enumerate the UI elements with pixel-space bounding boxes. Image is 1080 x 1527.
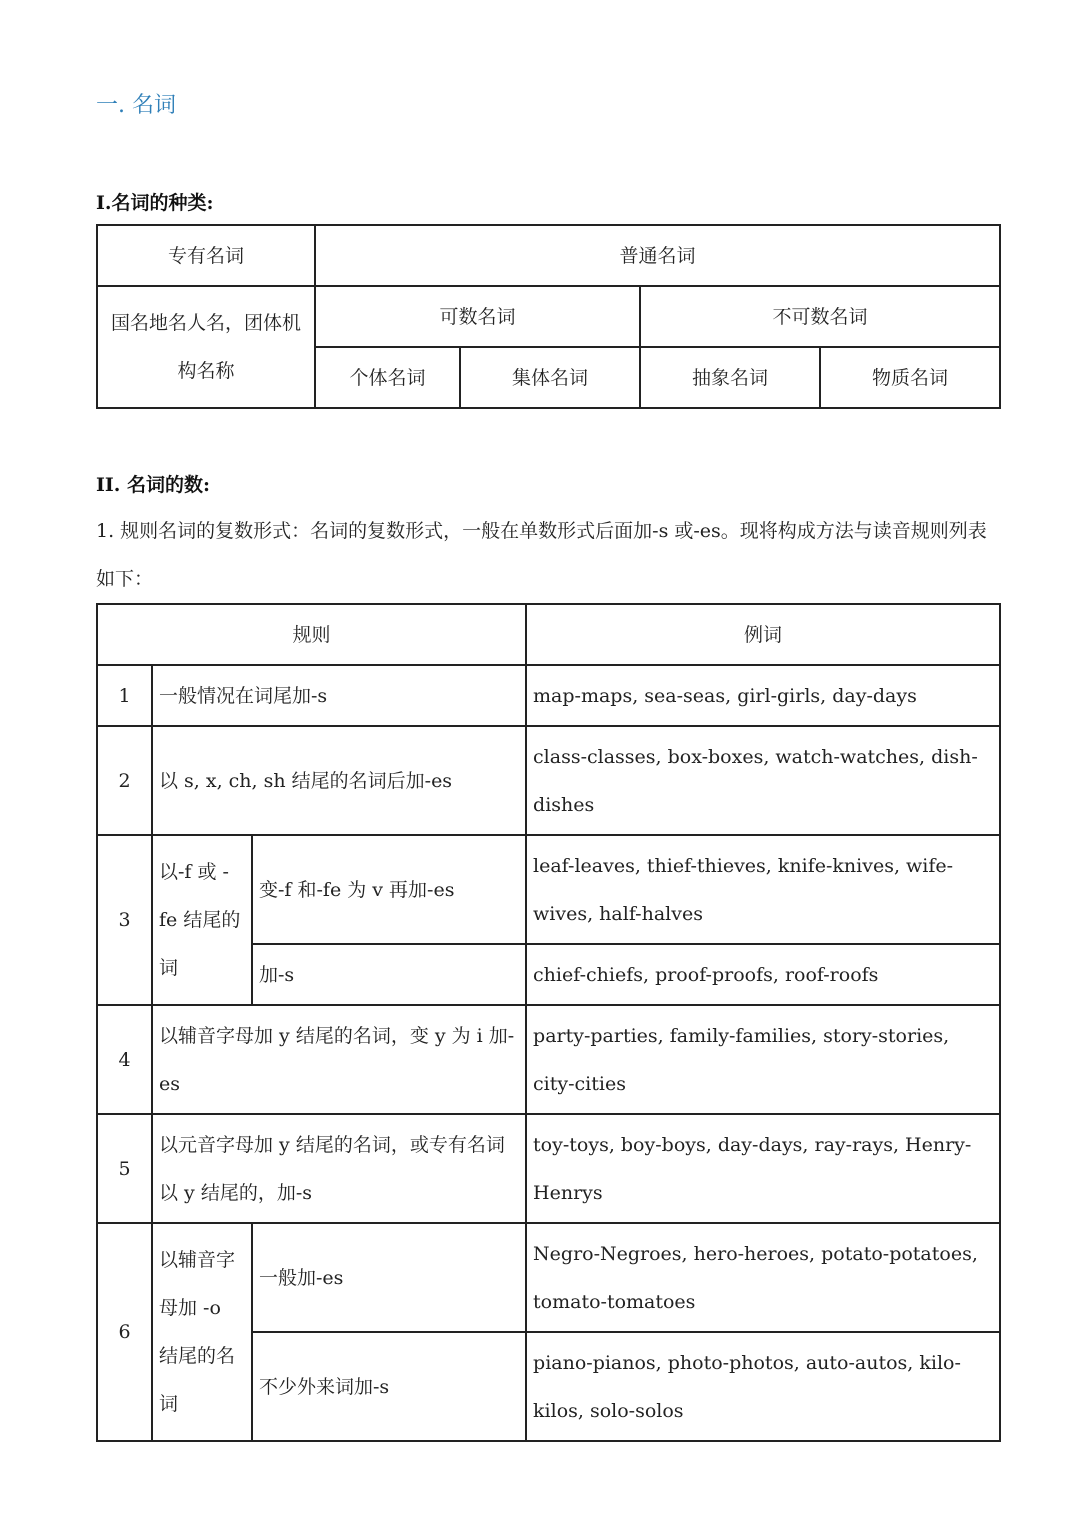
abstract-noun: 抽象名词 [640,347,820,408]
table-row [97,726,1000,835]
collective-noun: 集体名词 [460,347,640,408]
examples-header: 例词 [526,604,1000,665]
row-number: 4 [97,1005,152,1114]
plural-intro: 1. 规则名词的复数形式：名词的复数形式，一般在单数形式后面加-s 或-es。现将构成方法与读音规则列表如下： [96,520,987,590]
row-number: 6 [97,1223,152,1441]
row-number: 5 [97,1114,152,1223]
rule-text: 变-f 和-fe 为 v 再加-es [252,835,526,944]
plural-rules-table [96,603,1001,1442]
rule-text: 以辅音字母加 y 结尾的名词，变 y 为 i 加-es [152,1005,526,1114]
uncountable-noun-header: 不可数名词 [640,286,1000,347]
table-row [97,1114,1000,1223]
rule-text: 以元音字母加 y 结尾的名词，或专有名词以 y 结尾的，加-s [152,1114,526,1223]
countable-noun-header: 可数名词 [315,286,640,347]
row-number: 2 [97,726,152,835]
example-text: toy-toys, boy-boys, day-days, ray-rays, Henry-Henrys [526,1114,1000,1223]
example-text: class-classes, box-boxes, watch-watches, dish-dishes [526,726,1000,835]
example-text: leaf-leaves, thief-thieves, knife-knives, wife-wives, half-halves [526,835,1000,944]
table-row [97,1005,1000,1114]
noun-kinds-table [96,224,1001,409]
rule-category: 以-f 或 -fe 结尾的词 [152,835,252,1005]
individual-noun: 个体名词 [315,347,460,408]
example-text: chief-chiefs, proof-proofs, roof-roofs [526,944,1000,1005]
row-number: 3 [97,835,152,1005]
table-row [97,1223,1000,1332]
rule-category: 以辅音字母加 -o 结尾的名词 [152,1223,252,1441]
row-number: 1 [97,665,152,726]
material-noun: 物质名词 [820,347,1000,408]
example-text: piano-pianos, photo-photos, auto-autos, kilo-kilos, solo-solos [526,1332,1000,1441]
proper-noun-desc: 国名地名人名，团体机构名称 [97,286,315,408]
table-row [97,835,1000,944]
kinds-heading: I.名词的种类: [96,192,214,214]
example-text: party-parties, family-families, story-stories, city-cities [526,1005,1000,1114]
number-heading: II. 名词的数: [96,474,211,496]
section-title: 一. 名词 [96,93,176,118]
rule-header: 规则 [97,604,526,665]
rule-text: 一般情况在词尾加-s [152,665,526,726]
proper-noun-header: 专有名词 [97,225,315,286]
common-noun-header: 普通名词 [315,225,1000,286]
example-text: map-maps, sea-seas, girl-girls, day-days [526,665,1000,726]
rule-text: 加-s [252,944,526,1005]
example-text: Negro-Negroes, hero-heroes, potato-potatoes, tomato-tomatoes [526,1223,1000,1332]
table-row [97,665,1000,726]
rule-text: 一般加-es [252,1223,526,1332]
rule-text: 不少外来词加-s [252,1332,526,1441]
rule-text: 以 s, x, ch, sh 结尾的名词后加-es [152,726,526,835]
